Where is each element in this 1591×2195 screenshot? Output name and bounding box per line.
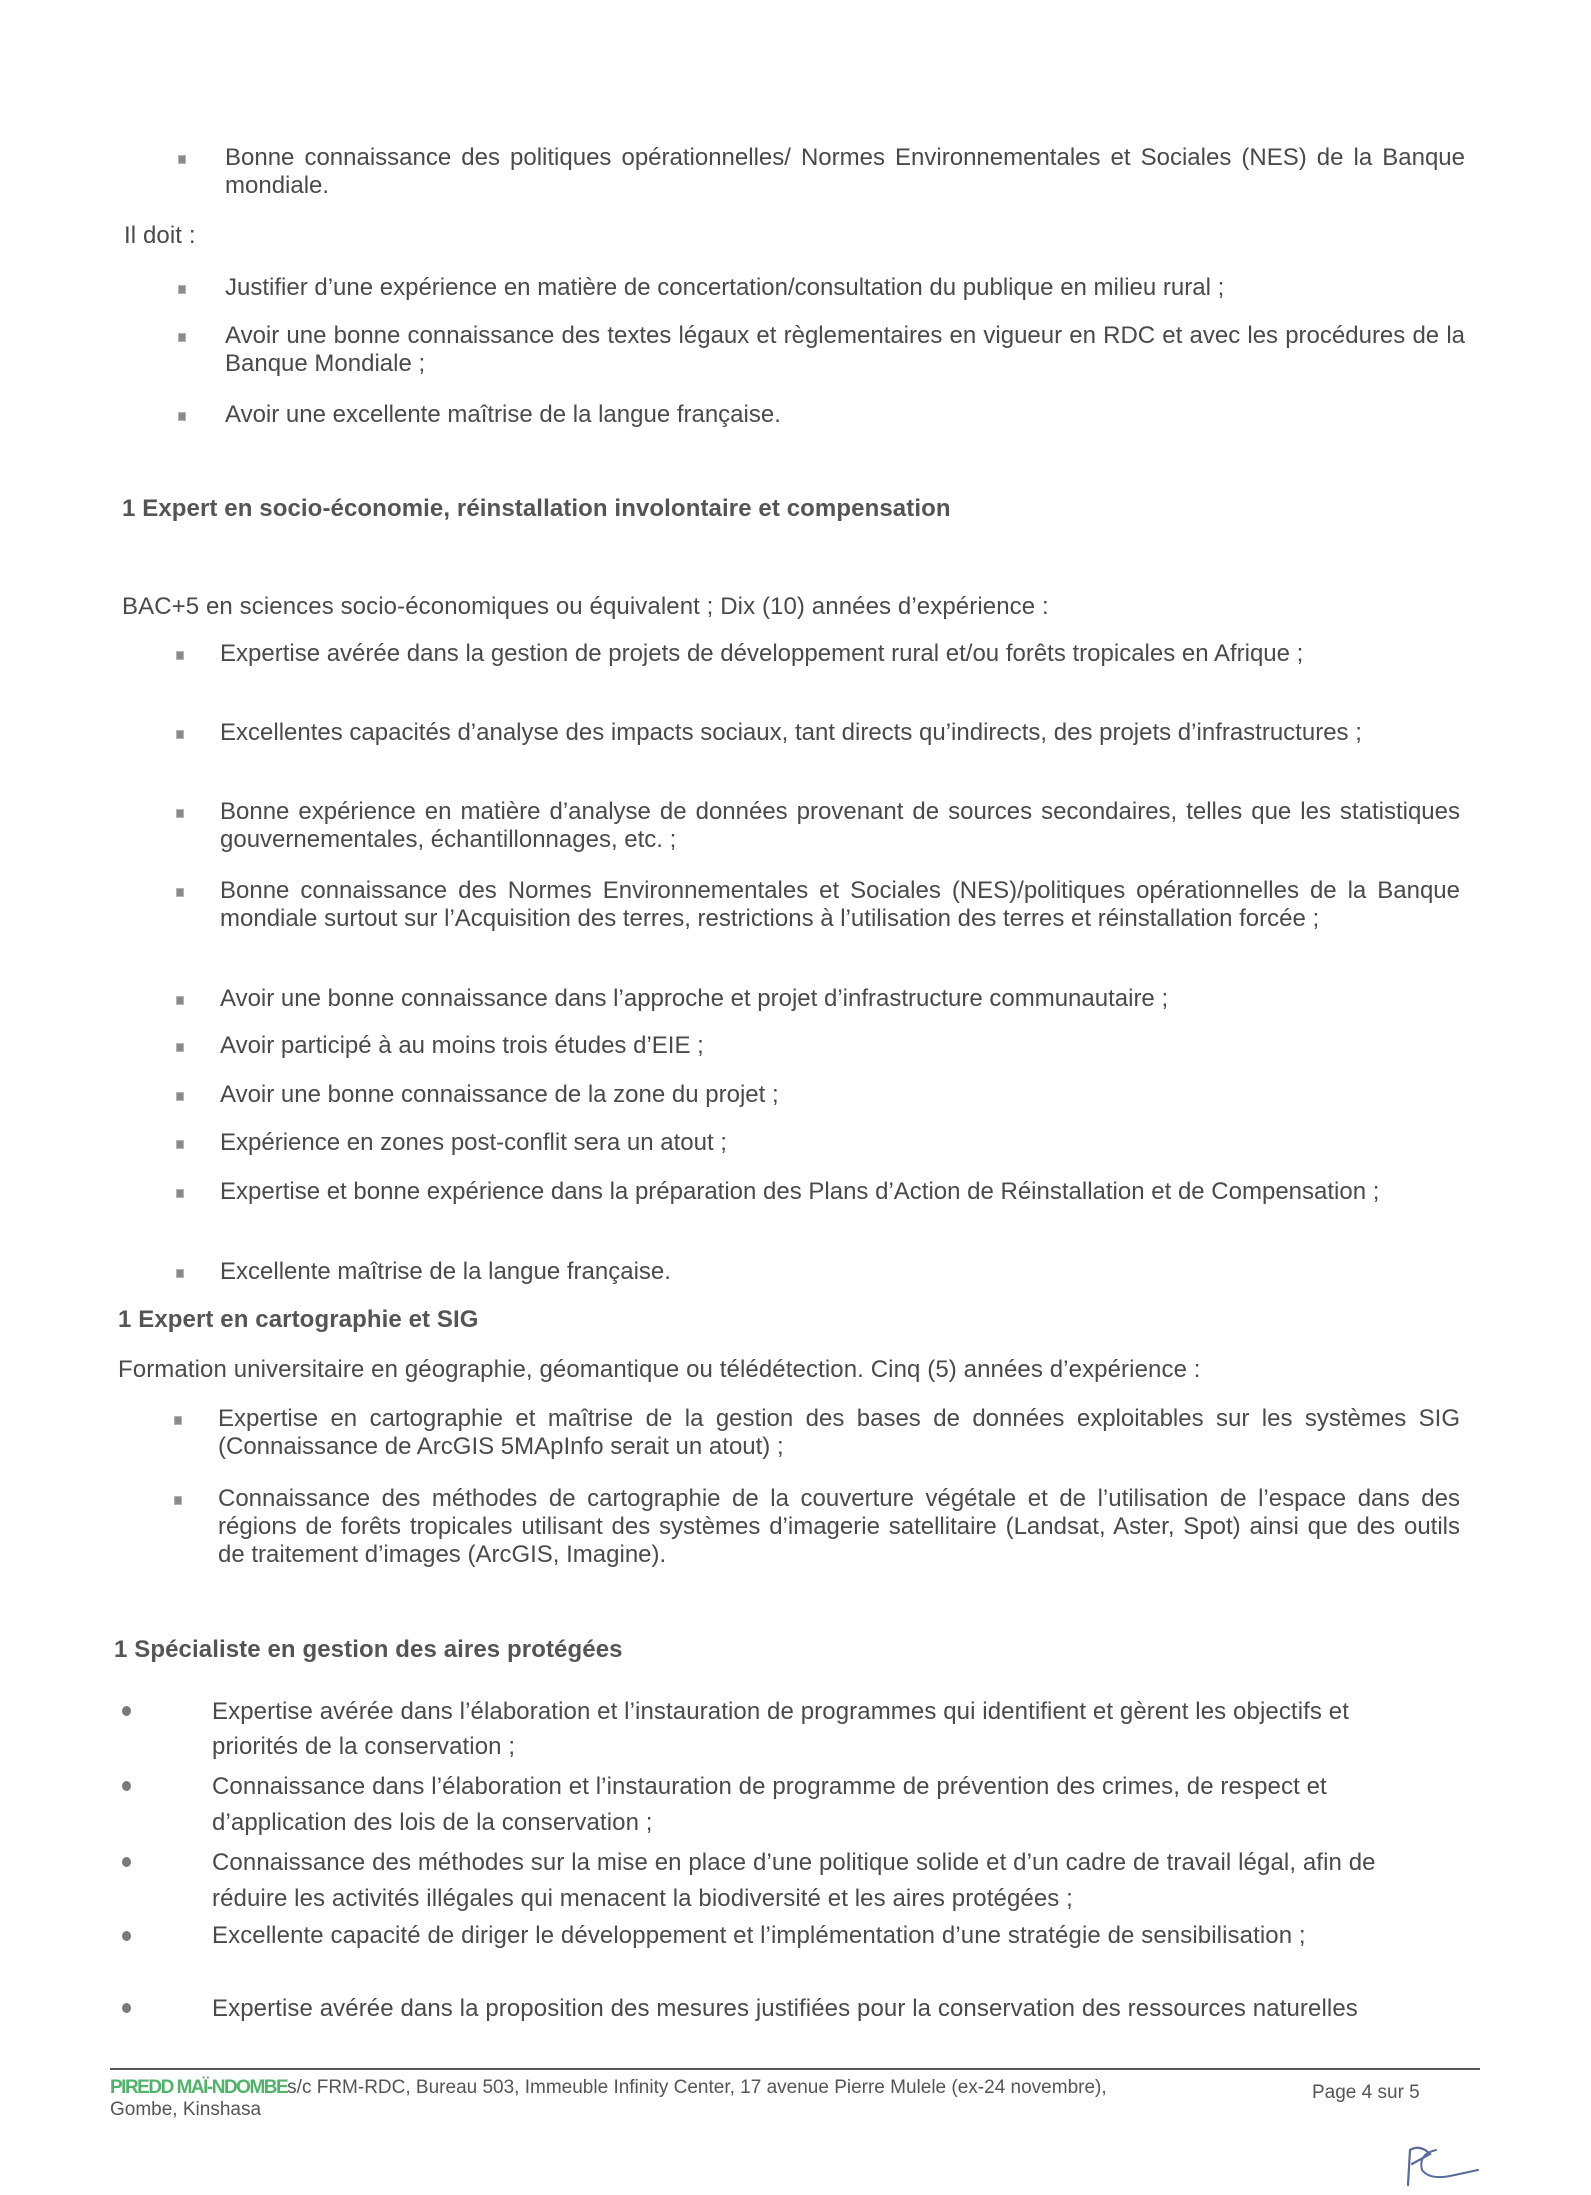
list-item: Excellentes capacités d’analyse des impacts sociaux, tant directs qu’indirects, des projets d’infrastructures ; xyxy=(220,719,1362,746)
footer-address-text: s/c FRM-RDC, Bureau 503, Immeuble Infinity Center, 17 avenue Pierre Mulele (ex-24 novembre), Gombe, Kinshasa xyxy=(110,2077,1107,2120)
bullet-square xyxy=(174,1496,182,1505)
bullet-square xyxy=(176,730,184,739)
list-item: Avoir une bonne connaissance dans l’approche et projet d’infrastructure communautaire ; xyxy=(220,985,1169,1012)
list-item: Expertise avérée dans la proposition des mesures justifiées pour la conservation des ressources naturelles xyxy=(212,1995,1358,2022)
footer-address xyxy=(110,2077,1170,2121)
list-item: Expertise avérée dans l’élaboration et l’instauration de programmes qui identifient et gèrent les objectifs et priorités de la conservation ; xyxy=(212,1698,1349,1760)
bullet-square xyxy=(178,412,186,421)
bullet-square xyxy=(178,285,186,294)
bullet-square xyxy=(176,1140,184,1149)
section-heading: 1 Expert en socio-économie, réinstallation involontaire et compensation xyxy=(122,495,951,522)
list-item: Avoir une bonne connaissance des textes légaux et règlementaires en vigueur en RDC et avec les procédures de la Banque Mondiale ; xyxy=(225,322,1465,377)
bullet-square xyxy=(176,888,184,897)
bullet-square xyxy=(176,1189,184,1198)
page-number: Page 4 sur 5 xyxy=(1312,2082,1420,2103)
paragraph-label: Il doit : xyxy=(124,222,196,249)
list-item: Bonne expérience en matière d’analyse de données provenant de sources secondaires, telles que les statistiques gouvernementales, échantillonnages, etc. ; xyxy=(220,798,1460,853)
list-item: Connaissance dans l’élaboration et l’instauration de programme de prévention des crimes, de respect et d’application des lois de la conservation ; xyxy=(212,1773,1327,1836)
list-item: Expérience en zones post-conflit sera un atout ; xyxy=(220,1129,727,1156)
bullet-dot xyxy=(122,1706,131,1716)
bullet-square xyxy=(176,996,184,1005)
bullet-square xyxy=(176,809,184,818)
section-heading: 1 Expert en cartographie et SIG xyxy=(118,1306,479,1333)
handwritten-initials-signature xyxy=(1400,2140,1490,2190)
list-item: Excellente maîtrise de la langue française. xyxy=(220,1258,671,1285)
list-item: Avoir participé à au moins trois études d’EIE ; xyxy=(220,1032,704,1059)
list-item: Excellente capacité de diriger le développement et l’implémentation d’une stratégie de sensibilisation ; xyxy=(212,1922,1306,1949)
bullet-dot xyxy=(122,2003,131,2013)
bullet-square xyxy=(174,1416,182,1425)
list-item: Expertise avérée dans la gestion de projets de développement rural et/ou forêts tropicales en Afrique ; xyxy=(220,640,1304,667)
section-intro: BAC+5 en sciences socio-économiques ou équivalent ; Dix (10) années d’expérience : xyxy=(122,593,1049,620)
footer-divider xyxy=(110,2068,1480,2070)
section-intro: Formation universitaire en géographie, géomantique ou télédétection. Cinq (5) années d’expérience : xyxy=(118,1356,1201,1383)
bullet-dot xyxy=(122,1857,131,1867)
footer-brand: PIREDD MAÏ-NDOMBE xyxy=(110,2077,288,2098)
bullet-dot xyxy=(122,1781,131,1791)
list-item: Expertise et bonne expérience dans la préparation des Plans d’Action de Réinstallation et de Compensation ; xyxy=(220,1178,1380,1205)
list-item: Avoir une bonne connaissance de la zone du projet ; xyxy=(220,1081,779,1108)
list-item: Justifier d’une expérience en matière de concertation/consultation du publique en milieu rural ; xyxy=(225,274,1225,301)
list-item: Bonne connaissance des Normes Environnementales et Sociales (NES)/politiques opérationnelles de la Banque mondiale surtout sur l’Acquisition des terres, restrictions à l’utilisation des terres et réinstallation forcée ; xyxy=(220,877,1460,932)
list-item: Connaissance des méthodes de cartographie de la couverture végétale et de l’utilisation de l’espace dans des régions de forêts tropicales utilisant des systèmes d’imagerie satellitaire (Landsat, Aster, Spot) ainsi que des outils de traitement d’images (ArcGIS, Imagine). xyxy=(218,1485,1460,1568)
section-heading: 1 Spécialiste en gestion des aires protégées xyxy=(114,1636,623,1663)
bullet-square xyxy=(176,651,184,660)
list-item: Connaissance des méthodes sur la mise en place d’une politique solide et d’un cadre de travail légal, afin de réduire les activités illégales qui menacent la biodiversité et les aires protégées ; xyxy=(212,1849,1376,1912)
list-item: Avoir une excellente maîtrise de la langue française. xyxy=(225,401,781,428)
list-item: Bonne connaissance des politiques opérationnelles/ Normes Environnementales et Sociales (NES) de la Banque mondiale. xyxy=(225,144,1465,199)
bullet-square xyxy=(176,1092,184,1101)
bullet-square xyxy=(176,1043,184,1052)
bullet-square xyxy=(178,155,186,164)
bullet-dot xyxy=(122,1931,131,1941)
list-item: Expertise en cartographie et maîtrise de la gestion des bases de données exploitables sur les systèmes SIG (Connaissance de ArcGIS 5MApInfo serait un atout) ; xyxy=(218,1405,1460,1460)
bullet-square xyxy=(178,333,186,342)
bullet-square xyxy=(176,1269,184,1278)
